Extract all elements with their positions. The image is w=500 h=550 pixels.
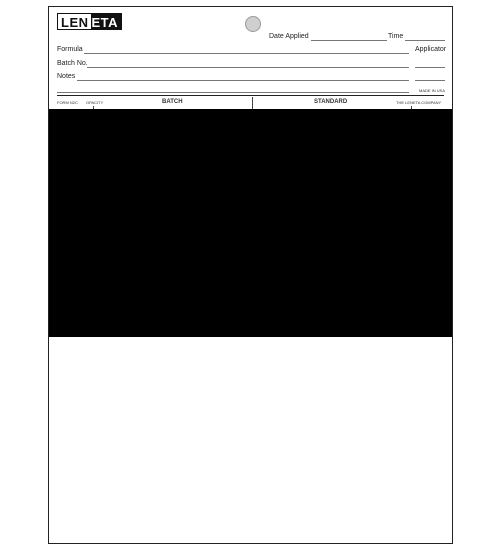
company-label: THE LENETA COMPANY [396,100,442,105]
white-test-area [49,337,452,543]
notes-line-1[interactable] [77,80,409,81]
date-applied-label: Date Applied [269,33,309,40]
formula-line[interactable] [84,53,409,54]
black-test-area [49,109,452,337]
batch-no-label: Batch No. [57,60,88,67]
notes-line-2[interactable] [57,92,409,93]
batch-no-line[interactable] [87,67,409,68]
form-number: FORM N2C [57,100,78,105]
section-divider [252,97,253,109]
batch-header: BATCH [162,99,183,105]
applicator-line-1[interactable] [415,67,445,68]
opacity-label: OPACITY [86,100,104,105]
applicator-label: Applicator [415,46,447,53]
time-line[interactable] [405,40,445,41]
logo-text-right: ETA [91,14,122,29]
header-rule [57,95,444,96]
notes-label: Notes [57,73,76,80]
formula-label: Formula [57,46,83,53]
made-in-label: MADE IN USA [419,88,446,93]
punch-hole [245,16,261,32]
opacity-chart-card [48,6,453,544]
leneta-logo [57,13,122,30]
time-label: Time [388,33,404,40]
logo-text-left: LEN [58,14,91,29]
date-applied-line[interactable] [311,40,387,41]
applicator-line-2[interactable] [415,80,445,81]
standard-header: STANDARD [314,99,348,105]
